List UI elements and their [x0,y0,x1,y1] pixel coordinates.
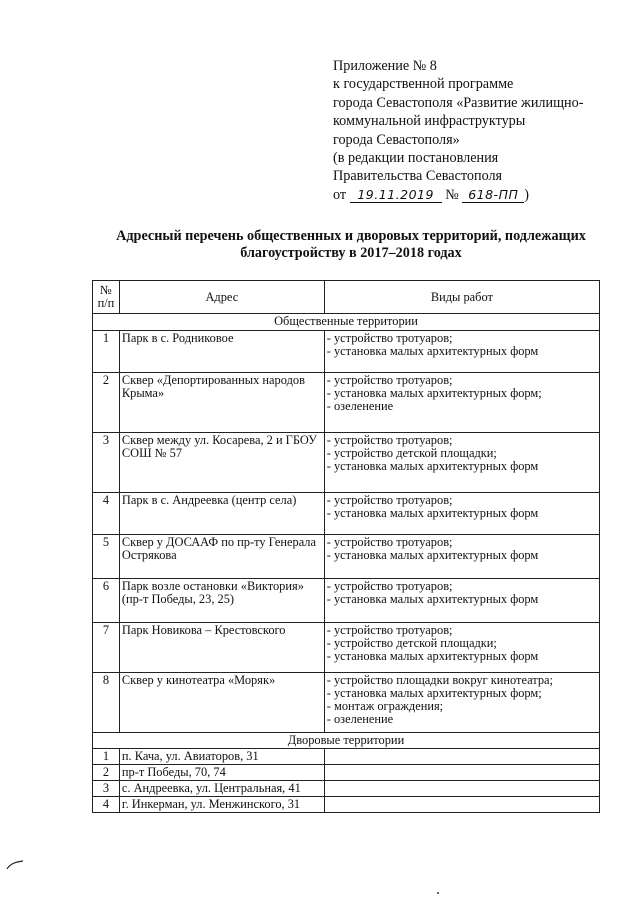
row-works [324,673,599,733]
row-address: Парк возле остановки «Виктория» (пр-т Победы, 23, 25) [119,579,324,623]
work-item: - установка малых архитектурных форм [326,506,539,520]
work-item: - устройство тротуаров; [326,623,453,637]
row-number: 6 [93,579,120,623]
row-works [324,493,599,535]
row-works [324,765,599,781]
section-row-public [93,314,600,331]
header-works: Виды работ [324,281,599,314]
section-row-yard [93,733,600,749]
work-item: - устройство тротуаров; [326,493,453,507]
table-row [93,373,600,433]
work-item: - устройство тротуаров; [326,579,453,593]
appendix-line: коммунальной инфраструктуры [333,113,526,130]
appendix-line: к государственной программе [333,76,514,93]
row-works [324,749,599,765]
row-address: Сквер «Депортированных народов Крыма» [119,373,324,433]
row-address: Парк Новикова – Крестовского [119,623,324,673]
appendix-line: Приложение № 8 [333,58,437,74]
row-number: 7 [93,623,120,673]
title-line-2: благоустройству в 2017–2018 годах [240,245,462,261]
pen-mark [6,860,24,870]
table-row [93,433,600,493]
section-title: Дворовые территории [93,733,600,749]
table-row [93,623,600,673]
work-item: - установка малых архитектурных форм [326,592,539,606]
work-item: - устройство тротуаров; [326,331,453,345]
work-item: - устройство детской площадки; [326,636,497,650]
work-item: - установка малых архитектурных форм [326,649,539,663]
row-number: 5 [93,535,120,579]
appendix-line: города Севастополя «Развитие жилищно- [333,94,584,111]
work-item: - установка малых архитектурных форм; [326,686,542,700]
row-address: Сквер между ул. Косарева, 2 и ГБОУ СОШ № 57 [119,433,324,493]
scan-speck [437,892,439,894]
date-prefix: от [333,186,347,203]
row-address: Сквер у кинотеатра «Моряк» [119,673,324,733]
row-address: с. Андреевка, ул. Центральная, 41 [119,781,324,797]
row-number: 3 [93,781,120,797]
row-number: 4 [93,797,120,813]
header-num: № п/п [93,281,120,314]
row-address: г. Инкерман, ул. Менжинского, 31 [119,797,324,813]
row-works [324,781,599,797]
appendix-block [333,57,623,204]
table-row [93,331,600,373]
work-item: - установка малых архитектурных форм [326,459,539,473]
row-number: 8 [93,673,120,733]
table-row [93,749,600,765]
row-works [324,797,599,813]
row-address: Сквер у ДОСААФ по пр-ту Генерала Острякова [119,535,324,579]
header-address: Адрес [119,281,324,314]
number-prefix: № [445,186,459,203]
work-item: - установка малых архитектурных форм [326,548,539,562]
row-address: Парк в с. Родниковое [119,331,324,373]
work-item: - устройство тротуаров; [326,433,453,447]
row-works [324,623,599,673]
row-number: 2 [93,373,120,433]
table-row [93,765,600,781]
row-address: пр-т Победы, 70, 74 [119,765,324,781]
row-number: 1 [93,331,120,373]
work-item: - монтаж ограждения; [326,699,444,713]
title-line-1: Адресный перечень общественных и дворовых территорий, подлежащих [116,228,586,244]
handwritten-date: 19.11.2019 [350,188,442,203]
row-works [324,373,599,433]
row-number: 4 [93,493,120,535]
table-row [93,579,600,623]
table-row [93,781,600,797]
row-works [324,433,599,493]
row-number: 3 [93,433,120,493]
row-works [324,331,599,373]
work-item: - установка малых архитектурных форм; [326,386,542,400]
row-number: 1 [93,749,120,765]
appendix-line: города Севастополя» [333,131,460,148]
row-number: 2 [93,765,120,781]
handwritten-number: 618-ПП [462,188,524,203]
table-header-row [93,281,600,314]
work-item: - устройство тротуаров; [326,535,453,549]
table-row [93,493,600,535]
table-row [93,535,600,579]
appendix-line: Правительства Севастополя [333,168,503,185]
work-item: - установка малых архитектурных форм [326,344,539,358]
row-address: Парк в с. Андреевка (центр села) [119,493,324,535]
work-item: - озеленение [326,399,394,413]
row-works [324,579,599,623]
closing-paren: ) [524,186,530,203]
work-item: - озеленение [326,712,394,726]
work-item: - устройство детской площадки; [326,446,497,460]
row-works [324,535,599,579]
appendix-line: (в редакции постановления [333,150,499,167]
section-title: Общественные территории [93,314,600,331]
territories-table [92,280,600,813]
work-item: - устройство площадки вокруг кинотеатра; [326,673,553,687]
work-item: - устройство тротуаров; [326,373,453,387]
table-row [93,797,600,813]
table-body [93,314,600,813]
appendix-date-line [333,186,623,204]
table-row [93,673,600,733]
row-address: п. Кача, ул. Авиаторов, 31 [119,749,324,765]
document-title [95,228,607,262]
